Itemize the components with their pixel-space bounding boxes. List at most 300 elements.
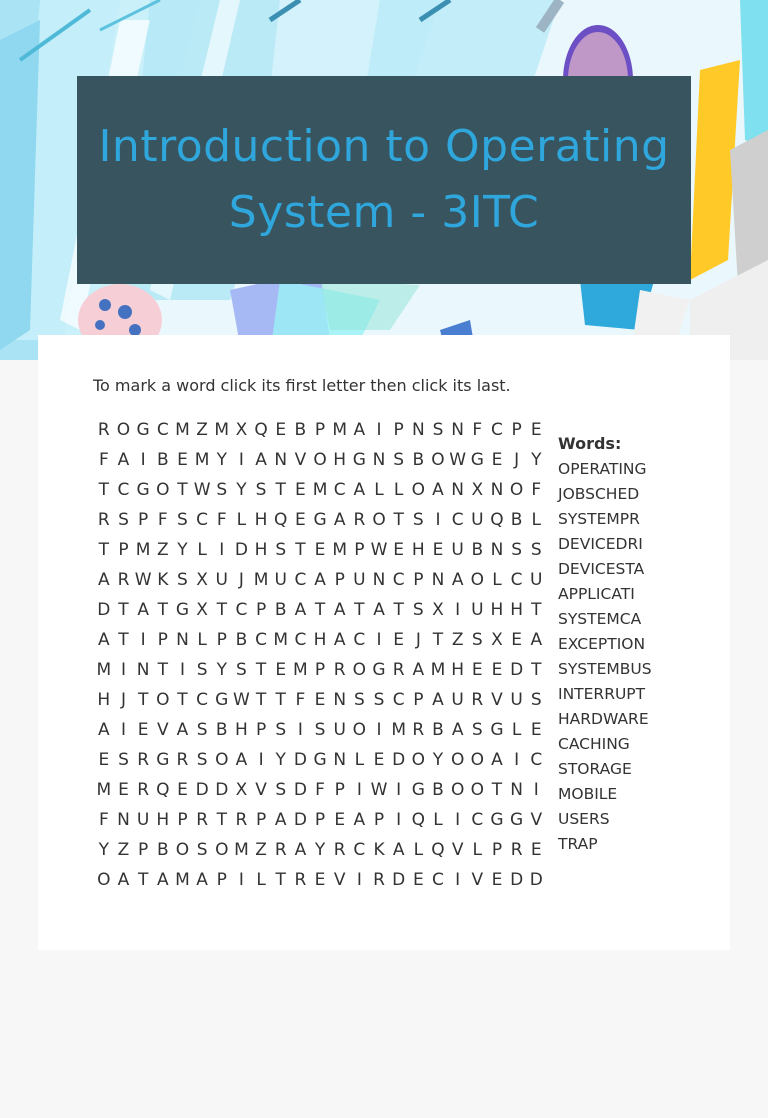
grid-letter[interactable]: P bbox=[255, 810, 267, 830]
grid-letter[interactable]: B bbox=[432, 720, 444, 740]
grid-letter[interactable]: V bbox=[156, 720, 169, 740]
grid-letter[interactable]: R bbox=[333, 840, 346, 860]
grid-letter[interactable]: O bbox=[175, 840, 190, 860]
grid-letter[interactable]: B bbox=[235, 630, 248, 650]
grid-letter[interactable]: P bbox=[255, 720, 267, 740]
grid-letter[interactable]: M bbox=[332, 540, 348, 560]
grid-letter[interactable]: I bbox=[396, 780, 402, 800]
grid-letter[interactable]: R bbox=[353, 510, 366, 530]
grid-letter[interactable]: S bbox=[353, 690, 365, 710]
grid-letter[interactable]: R bbox=[176, 750, 189, 770]
grid-letter[interactable]: U bbox=[274, 570, 287, 590]
grid-letter[interactable]: W bbox=[370, 540, 388, 560]
grid-letter[interactable]: A bbox=[412, 660, 425, 680]
grid-letter[interactable]: F bbox=[98, 810, 109, 830]
grid-letter[interactable]: G bbox=[352, 450, 366, 470]
grid-letter[interactable]: F bbox=[295, 690, 306, 710]
grid-letter[interactable]: Y bbox=[314, 840, 326, 860]
grid-letter[interactable]: E bbox=[491, 870, 503, 890]
grid-letter[interactable]: B bbox=[510, 510, 523, 530]
grid-letter[interactable]: Y bbox=[531, 450, 542, 470]
grid-letter[interactable]: S bbox=[196, 720, 208, 740]
grid-letter[interactable]: C bbox=[235, 600, 248, 620]
grid-letter[interactable]: E bbox=[314, 540, 326, 560]
grid-letter[interactable]: R bbox=[392, 660, 405, 680]
grid-letter[interactable]: O bbox=[450, 780, 465, 800]
grid-letter[interactable]: X bbox=[471, 480, 484, 500]
grid-letter[interactable]: L bbox=[472, 840, 483, 860]
grid-letter[interactable]: E bbox=[530, 720, 542, 740]
grid-letter[interactable]: L bbox=[256, 870, 266, 890]
grid-letter[interactable]: B bbox=[412, 450, 425, 470]
grid-letter[interactable]: H bbox=[97, 690, 111, 710]
grid-letter[interactable]: C bbox=[353, 630, 366, 650]
grid-letter[interactable]: E bbox=[137, 720, 149, 740]
grid-letter[interactable]: W bbox=[233, 690, 250, 710]
grid-letter[interactable]: E bbox=[275, 660, 287, 680]
grid-letter[interactable]: L bbox=[197, 540, 207, 560]
grid-letter[interactable]: I bbox=[533, 780, 539, 800]
grid-letter[interactable]: E bbox=[412, 870, 424, 890]
grid-letter[interactable]: N bbox=[431, 570, 445, 590]
grid-letter[interactable]: I bbox=[179, 660, 185, 680]
grid-letter[interactable]: S bbox=[412, 600, 424, 620]
grid-letter[interactable]: Z bbox=[117, 840, 130, 860]
grid-letter[interactable]: E bbox=[432, 540, 444, 560]
grid-letter[interactable]: E bbox=[177, 780, 188, 800]
grid-letter[interactable]: D bbox=[195, 780, 209, 800]
grid-letter[interactable]: V bbox=[530, 810, 543, 830]
grid-letter[interactable]: Y bbox=[216, 660, 227, 680]
grid-letter[interactable]: T bbox=[177, 480, 188, 500]
grid-letter[interactable]: A bbox=[196, 870, 208, 890]
grid-letter[interactable]: N bbox=[451, 480, 464, 500]
grid-letter[interactable]: X bbox=[196, 600, 208, 620]
grid-letter[interactable]: A bbox=[353, 480, 366, 500]
grid-letter[interactable]: X bbox=[432, 600, 444, 620]
grid-letter[interactable]: C bbox=[294, 630, 307, 650]
grid-letter[interactable]: H bbox=[333, 450, 347, 470]
grid-letter[interactable]: S bbox=[530, 540, 542, 560]
grid-letter[interactable]: T bbox=[393, 510, 404, 530]
grid-letter[interactable]: R bbox=[412, 720, 425, 740]
grid-letter[interactable]: V bbox=[451, 840, 464, 860]
grid-letter[interactable]: S bbox=[196, 840, 208, 860]
grid-letter[interactable]: A bbox=[353, 810, 366, 830]
grid-letter[interactable]: Q bbox=[274, 510, 288, 530]
grid-letter[interactable]: A bbox=[117, 450, 130, 470]
grid-letter[interactable]: D bbox=[510, 870, 524, 890]
grid-letter[interactable]: C bbox=[117, 480, 130, 500]
grid-letter[interactable]: O bbox=[352, 720, 367, 740]
grid-letter[interactable]: T bbox=[118, 600, 129, 620]
grid-letter[interactable]: I bbox=[435, 510, 441, 530]
grid-letter[interactable]: V bbox=[491, 690, 503, 710]
grid-letter[interactable]: T bbox=[275, 480, 286, 500]
grid-letter[interactable]: D bbox=[97, 600, 111, 620]
grid-letter[interactable]: A bbox=[235, 750, 248, 770]
grid-letter[interactable]: C bbox=[530, 750, 543, 770]
grid-letter[interactable]: N bbox=[333, 690, 347, 710]
grid-letter[interactable]: F bbox=[98, 450, 109, 470]
grid-letter[interactable]: R bbox=[137, 780, 150, 800]
grid-letter[interactable]: R bbox=[117, 570, 130, 590]
grid-letter[interactable]: I bbox=[455, 810, 461, 830]
grid-letter[interactable]: C bbox=[432, 870, 444, 890]
grid-letter[interactable]: H bbox=[411, 540, 425, 560]
grid-letter[interactable]: T bbox=[137, 870, 149, 890]
grid-letter[interactable]: L bbox=[492, 570, 502, 590]
grid-letter[interactable]: T bbox=[314, 600, 326, 620]
grid-letter[interactable]: N bbox=[117, 810, 130, 830]
grid-letter[interactable]: F bbox=[216, 510, 227, 530]
grid-letter[interactable]: P bbox=[255, 600, 267, 620]
grid-letter[interactable]: P bbox=[413, 570, 424, 590]
grid-letter[interactable]: U bbox=[530, 570, 543, 590]
grid-letter[interactable]: G bbox=[136, 420, 150, 440]
grid-letter[interactable]: O bbox=[372, 510, 386, 530]
grid-letter[interactable]: I bbox=[140, 630, 146, 650]
grid-letter[interactable]: B bbox=[432, 780, 444, 800]
grid-letter[interactable]: E bbox=[491, 660, 503, 680]
grid-letter[interactable]: A bbox=[156, 870, 169, 890]
grid-letter[interactable]: Y bbox=[216, 450, 227, 470]
grid-letter[interactable]: W bbox=[193, 480, 211, 500]
grid-letter[interactable]: T bbox=[531, 660, 542, 680]
grid-letter[interactable]: P bbox=[314, 810, 326, 830]
grid-letter[interactable]: R bbox=[235, 810, 248, 830]
grid-letter[interactable]: U bbox=[471, 510, 484, 530]
grid-letter[interactable]: E bbox=[295, 480, 306, 500]
grid-letter[interactable]: H bbox=[156, 810, 170, 830]
grid-letter[interactable]: A bbox=[98, 570, 110, 590]
grid-letter[interactable]: A bbox=[333, 630, 346, 650]
grid-letter[interactable]: A bbox=[98, 720, 110, 740]
grid-letter[interactable]: P bbox=[393, 420, 404, 440]
grid-letter[interactable]: T bbox=[98, 540, 110, 560]
grid-letter[interactable]: T bbox=[275, 690, 286, 710]
grid-letter[interactable]: M bbox=[273, 630, 289, 650]
grid-letter[interactable]: P bbox=[138, 840, 149, 860]
grid-letter[interactable]: E bbox=[373, 750, 385, 770]
grid-letter[interactable]: B bbox=[156, 840, 169, 860]
grid-letter[interactable]: S bbox=[530, 690, 542, 710]
grid-letter[interactable]: O bbox=[352, 660, 367, 680]
grid-letter[interactable]: L bbox=[354, 750, 365, 770]
grid-letter[interactable]: A bbox=[432, 690, 444, 710]
grid-letter[interactable]: B bbox=[294, 420, 307, 440]
grid-letter[interactable]: B bbox=[471, 540, 484, 560]
grid-letter[interactable]: N bbox=[490, 540, 504, 560]
grid-letter[interactable]: T bbox=[216, 600, 227, 620]
grid-letter[interactable]: I bbox=[356, 870, 362, 890]
grid-letter[interactable]: T bbox=[255, 690, 267, 710]
grid-letter[interactable]: F bbox=[315, 780, 325, 800]
grid-letter[interactable]: P bbox=[216, 630, 227, 650]
grid-letter[interactable]: N bbox=[372, 570, 386, 590]
grid-letter[interactable]: I bbox=[238, 450, 244, 470]
grid-letter[interactable]: Y bbox=[236, 480, 247, 500]
grid-letter[interactable]: P bbox=[413, 690, 424, 710]
grid-letter[interactable]: S bbox=[196, 750, 208, 770]
grid-letter[interactable]: I bbox=[258, 750, 264, 770]
grid-letter[interactable]: A bbox=[314, 570, 326, 590]
grid-letter[interactable]: R bbox=[97, 510, 110, 530]
grid-letter[interactable]: Y bbox=[275, 750, 286, 770]
grid-letter[interactable]: A bbox=[392, 840, 405, 860]
grid-letter[interactable]: T bbox=[137, 690, 149, 710]
grid-letter[interactable]: R bbox=[294, 870, 307, 890]
grid-letter[interactable]: N bbox=[451, 420, 464, 440]
grid-letter[interactable]: P bbox=[334, 570, 345, 590]
grid-letter[interactable]: E bbox=[334, 810, 346, 830]
grid-letter[interactable]: G bbox=[372, 660, 386, 680]
grid-letter[interactable]: N bbox=[274, 450, 288, 470]
grid-letter[interactable]: E bbox=[295, 510, 306, 530]
grid-letter[interactable]: M bbox=[96, 660, 112, 680]
grid-letter[interactable]: T bbox=[255, 660, 267, 680]
grid-letter[interactable]: U bbox=[353, 570, 366, 590]
grid-letter[interactable]: L bbox=[413, 840, 424, 860]
grid-letter[interactable]: V bbox=[294, 450, 307, 470]
grid-letter[interactable]: G bbox=[490, 810, 504, 830]
grid-letter[interactable]: G bbox=[411, 780, 425, 800]
grid-letter[interactable]: H bbox=[254, 540, 268, 560]
grid-letter[interactable]: O bbox=[411, 750, 426, 770]
grid-letter[interactable]: R bbox=[137, 750, 150, 770]
grid-letter[interactable]: A bbox=[176, 720, 189, 740]
grid-letter[interactable]: M bbox=[253, 570, 269, 590]
grid-letter[interactable]: I bbox=[356, 780, 362, 800]
grid-letter[interactable]: N bbox=[136, 660, 150, 680]
grid-letter[interactable]: E bbox=[314, 690, 326, 710]
grid-letter[interactable]: T bbox=[157, 660, 168, 680]
grid-letter[interactable]: C bbox=[294, 570, 307, 590]
grid-letter[interactable]: P bbox=[157, 630, 168, 650]
grid-letter[interactable]: O bbox=[431, 450, 445, 470]
grid-letter[interactable]: O bbox=[411, 480, 426, 500]
grid-letter[interactable]: S bbox=[255, 480, 267, 500]
grid-letter[interactable]: M bbox=[96, 780, 112, 800]
grid-letter[interactable]: S bbox=[118, 750, 129, 770]
grid-letter[interactable]: B bbox=[215, 720, 228, 740]
grid-letter[interactable]: A bbox=[274, 810, 287, 830]
grid-letter[interactable]: S bbox=[275, 780, 287, 800]
grid-letter[interactable]: C bbox=[255, 630, 268, 650]
grid-letter[interactable]: S bbox=[275, 540, 287, 560]
grid-letter[interactable]: A bbox=[530, 630, 543, 650]
grid-letter[interactable]: M bbox=[332, 420, 348, 440]
grid-letter[interactable]: A bbox=[98, 630, 110, 650]
grid-letter[interactable]: G bbox=[470, 450, 484, 470]
grid-letter[interactable]: W bbox=[370, 780, 388, 800]
grid-letter[interactable]: W bbox=[134, 570, 152, 590]
grid-letter[interactable]: I bbox=[120, 660, 126, 680]
grid-letter[interactable]: A bbox=[353, 420, 366, 440]
grid-letter[interactable]: N bbox=[490, 480, 504, 500]
grid-letter[interactable]: M bbox=[214, 420, 230, 440]
grid-letter[interactable]: O bbox=[470, 780, 484, 800]
grid-letter[interactable]: E bbox=[275, 420, 287, 440]
grid-letter[interactable]: C bbox=[392, 690, 405, 710]
grid-letter[interactable]: M bbox=[391, 720, 406, 740]
grid-letter[interactable]: P bbox=[314, 420, 326, 440]
grid-letter[interactable]: I bbox=[455, 600, 461, 620]
grid-letter[interactable]: N bbox=[333, 750, 347, 770]
grid-letter[interactable]: A bbox=[491, 750, 503, 770]
grid-letter[interactable]: C bbox=[451, 510, 464, 530]
grid-letter[interactable]: C bbox=[392, 570, 405, 590]
grid-letter[interactable]: B bbox=[274, 600, 287, 620]
grid-letter[interactable]: S bbox=[432, 420, 444, 440]
grid-letter[interactable]: S bbox=[118, 510, 129, 530]
grid-letter[interactable]: J bbox=[238, 570, 244, 590]
grid-letter[interactable]: P bbox=[511, 420, 522, 440]
grid-letter[interactable]: E bbox=[530, 420, 542, 440]
grid-letter[interactable]: I bbox=[120, 720, 126, 740]
grid-letter[interactable]: Q bbox=[490, 510, 504, 530]
grid-letter[interactable]: I bbox=[396, 810, 402, 830]
grid-letter[interactable]: C bbox=[471, 810, 484, 830]
grid-letter[interactable]: L bbox=[374, 480, 384, 500]
grid-letter[interactable]: L bbox=[197, 630, 207, 650]
grid-letter[interactable]: H bbox=[510, 600, 523, 620]
grid-letter[interactable]: I bbox=[297, 720, 303, 740]
grid-letter[interactable]: R bbox=[333, 660, 346, 680]
grid-letter[interactable]: G bbox=[215, 690, 229, 710]
grid-letter[interactable]: L bbox=[236, 510, 247, 530]
grid-letter[interactable]: S bbox=[177, 570, 188, 590]
grid-letter[interactable]: P bbox=[314, 660, 326, 680]
grid-letter[interactable]: Y bbox=[98, 840, 110, 860]
grid-letter[interactable]: A bbox=[294, 840, 307, 860]
grid-letter[interactable]: C bbox=[333, 480, 346, 500]
grid-letter[interactable]: S bbox=[471, 720, 483, 740]
grid-letter[interactable]: D bbox=[392, 870, 406, 890]
grid-letter[interactable]: M bbox=[135, 540, 151, 560]
grid-letter[interactable]: G bbox=[510, 810, 524, 830]
grid-letter[interactable]: F bbox=[157, 510, 168, 530]
grid-letter[interactable]: M bbox=[293, 660, 308, 680]
grid-letter[interactable]: M bbox=[430, 660, 446, 680]
grid-letter[interactable]: M bbox=[175, 870, 190, 890]
grid-letter[interactable]: O bbox=[450, 750, 465, 770]
grid-letter[interactable]: J bbox=[415, 630, 421, 650]
grid-letter[interactable]: G bbox=[156, 750, 170, 770]
grid-letter[interactable]: R bbox=[274, 840, 287, 860]
grid-letter[interactable]: T bbox=[432, 630, 444, 650]
grid-letter[interactable]: S bbox=[471, 630, 483, 650]
grid-letter[interactable]: L bbox=[511, 720, 522, 740]
grid-letter[interactable]: D bbox=[293, 780, 307, 800]
grid-letter[interactable]: R bbox=[510, 840, 523, 860]
grid-letter[interactable]: D bbox=[234, 540, 248, 560]
grid-letter[interactable]: P bbox=[138, 510, 149, 530]
grid-letter[interactable]: D bbox=[510, 660, 524, 680]
grid-letter[interactable]: C bbox=[491, 420, 503, 440]
grid-letter[interactable]: C bbox=[510, 570, 523, 590]
grid-letter[interactable]: D bbox=[215, 780, 229, 800]
grid-letter[interactable]: S bbox=[216, 480, 228, 500]
grid-letter[interactable]: P bbox=[216, 870, 227, 890]
grid-letter[interactable]: J bbox=[514, 450, 520, 470]
grid-letter[interactable]: G bbox=[313, 750, 327, 770]
grid-letter[interactable]: U bbox=[136, 810, 150, 830]
grid-letter[interactable]: P bbox=[177, 810, 188, 830]
grid-letter[interactable]: E bbox=[98, 750, 110, 770]
grid-letter[interactable]: I bbox=[514, 750, 520, 770]
grid-letter[interactable]: F bbox=[531, 480, 542, 500]
grid-letter[interactable]: X bbox=[196, 570, 208, 590]
grid-letter[interactable]: H bbox=[235, 720, 248, 740]
grid-letter[interactable]: X bbox=[235, 420, 248, 440]
grid-letter[interactable]: Q bbox=[254, 420, 268, 440]
grid-letter[interactable]: L bbox=[531, 510, 541, 530]
grid-letter[interactable]: D bbox=[293, 750, 307, 770]
grid-letter[interactable]: O bbox=[116, 420, 131, 440]
grid-letter[interactable]: A bbox=[333, 600, 346, 620]
grid-letter[interactable]: A bbox=[451, 570, 464, 590]
grid-letter[interactable]: X bbox=[491, 630, 503, 650]
grid-letter[interactable]: M bbox=[234, 840, 249, 860]
grid-letter[interactable]: S bbox=[314, 720, 326, 740]
grid-letter[interactable]: P bbox=[334, 780, 345, 800]
grid-letter[interactable]: S bbox=[373, 690, 385, 710]
grid-letter[interactable]: S bbox=[196, 660, 208, 680]
grid-letter[interactable]: U bbox=[215, 570, 228, 590]
grid-letter[interactable]: O bbox=[470, 570, 484, 590]
grid-letter[interactable]: I bbox=[376, 720, 382, 740]
grid-letter[interactable]: Z bbox=[451, 630, 464, 650]
grid-letter[interactable]: I bbox=[219, 540, 225, 560]
grid-letter[interactable]: D bbox=[392, 750, 406, 770]
grid-letter[interactable]: S bbox=[511, 540, 522, 560]
grid-letter[interactable]: A bbox=[117, 870, 130, 890]
grid-letter[interactable]: S bbox=[236, 660, 247, 680]
grid-letter[interactable]: P bbox=[118, 540, 129, 560]
grid-letter[interactable]: M bbox=[194, 450, 210, 470]
grid-letter[interactable]: O bbox=[313, 450, 327, 470]
grid-letter[interactable]: U bbox=[510, 690, 523, 710]
grid-letter[interactable]: D bbox=[529, 870, 543, 890]
grid-letter[interactable]: P bbox=[373, 810, 385, 830]
grid-letter[interactable]: T bbox=[216, 810, 227, 830]
grid-letter[interactable]: N bbox=[372, 450, 386, 470]
grid-letter[interactable]: T bbox=[354, 600, 365, 620]
grid-letter[interactable]: U bbox=[451, 540, 464, 560]
grid-letter[interactable]: T bbox=[491, 780, 503, 800]
grid-letter[interactable]: O bbox=[509, 480, 524, 500]
grid-letter[interactable]: T bbox=[295, 540, 306, 560]
grid-letter[interactable]: V bbox=[333, 870, 346, 890]
grid-letter[interactable]: V bbox=[255, 780, 267, 800]
grid-letter[interactable]: Q bbox=[411, 810, 426, 830]
grid-letter[interactable]: C bbox=[156, 420, 169, 440]
grid-letter[interactable]: A bbox=[451, 720, 464, 740]
grid-letter[interactable]: G bbox=[313, 510, 327, 530]
grid-letter[interactable]: O bbox=[470, 750, 484, 770]
grid-letter[interactable]: E bbox=[471, 660, 483, 680]
grid-letter[interactable]: T bbox=[177, 690, 188, 710]
grid-letter[interactable]: W bbox=[449, 450, 467, 470]
grid-letter[interactable]: A bbox=[255, 450, 267, 470]
grid-letter[interactable]: E bbox=[118, 780, 129, 800]
grid-letter[interactable]: Q bbox=[156, 780, 170, 800]
grid-letter[interactable]: C bbox=[353, 840, 366, 860]
grid-letter[interactable]: M bbox=[175, 420, 190, 440]
grid-letter[interactable]: K bbox=[157, 570, 169, 590]
grid-letter[interactable]: M bbox=[312, 480, 328, 500]
